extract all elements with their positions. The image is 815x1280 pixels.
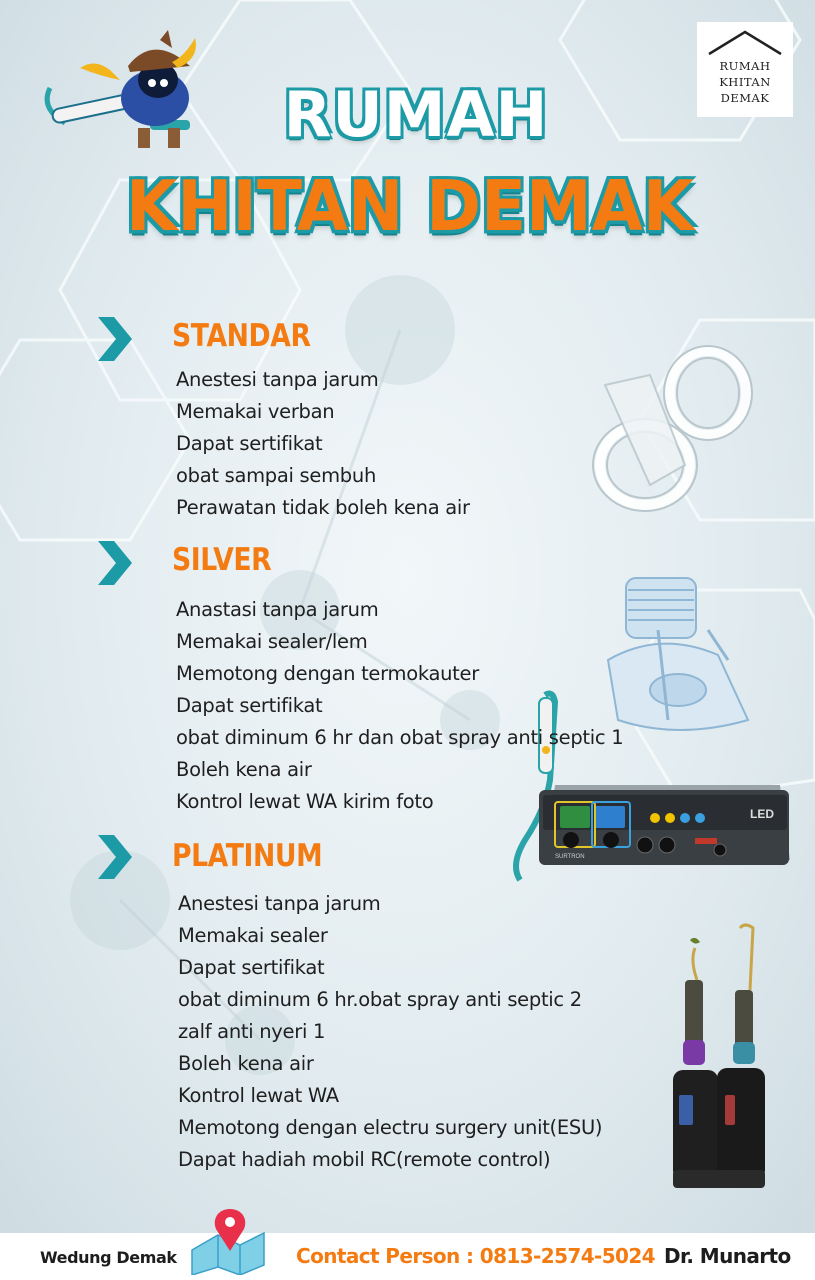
list-item: Kontrol lewat WA [178,1084,339,1107]
list-item: Boleh kena air [178,1052,314,1075]
list-item: Anestesi tanpa jarum [176,368,379,391]
logo-badge [697,22,793,117]
package-title-platinum: PLATINUM [172,838,323,874]
title-line-2: KHITAN DEMAK [126,166,694,247]
list-item: Boleh kena air [176,758,312,781]
list-item: obat diminum 6 hr dan obat spray anti septic 1 [176,726,624,749]
list-item: obat diminum 6 hr.obat spray anti septic 2 [178,988,582,1011]
footer-contact: Contact Person : 0813-2574-5024 [296,1244,655,1268]
title-line-1: RUMAH [283,78,549,151]
list-item: Memakai sealer/lem [176,630,368,653]
logo-line: KHITAN [719,75,771,89]
house-roof-icon [707,28,783,56]
map-pin-icon [188,1205,268,1275]
package-title-standar: STANDAR [172,318,311,354]
chevron-right-icon [98,835,132,879]
list-item: Perawatan tidak boleh kena air [176,496,470,519]
list-item: Dapat sertifikat [176,694,323,717]
list-item: Memakai sealer [178,924,328,947]
footer-doctor: Dr. Munarto [664,1244,791,1268]
list-item: zalf anti nyeri 1 [178,1020,326,1043]
package-list-platinum [178,888,602,1176]
list-item: obat sampai sembuh [176,464,376,487]
package-list-silver [176,594,623,818]
logo-line: DEMAK [720,91,770,105]
list-item: Anestesi tanpa jarum [178,892,381,915]
chevron-right-icon [98,541,132,585]
package-list-standar [176,364,470,524]
package-title-silver: SILVER [172,542,272,578]
list-item: Memotong dengan termokauter [176,662,479,685]
device-logo-label: LED [750,807,774,821]
list-item: Kontrol lewat WA kirim foto [176,790,434,813]
cautery-device-illustration [665,920,780,1195]
list-item: Dapat hadiah mobil RC(remote control) [178,1148,551,1171]
logo-text [697,58,793,106]
list-item: Dapat sertifikat [176,432,323,455]
list-item: Dapat sertifikat [178,956,325,979]
list-item: Memakai verban [176,400,335,423]
list-item: Anastasi tanpa jarum [176,598,379,621]
mascot-illustration [40,28,200,153]
clamp-ring-illustration [590,345,765,525]
list-item: Memotong dengan electru surgery unit(ESU) [178,1116,603,1139]
chevron-right-icon [98,317,132,361]
logo-line: RUMAH [719,59,771,73]
footer-location: Wedung Demak [40,1248,177,1267]
device-brand-label: SURTRON [555,854,585,860]
